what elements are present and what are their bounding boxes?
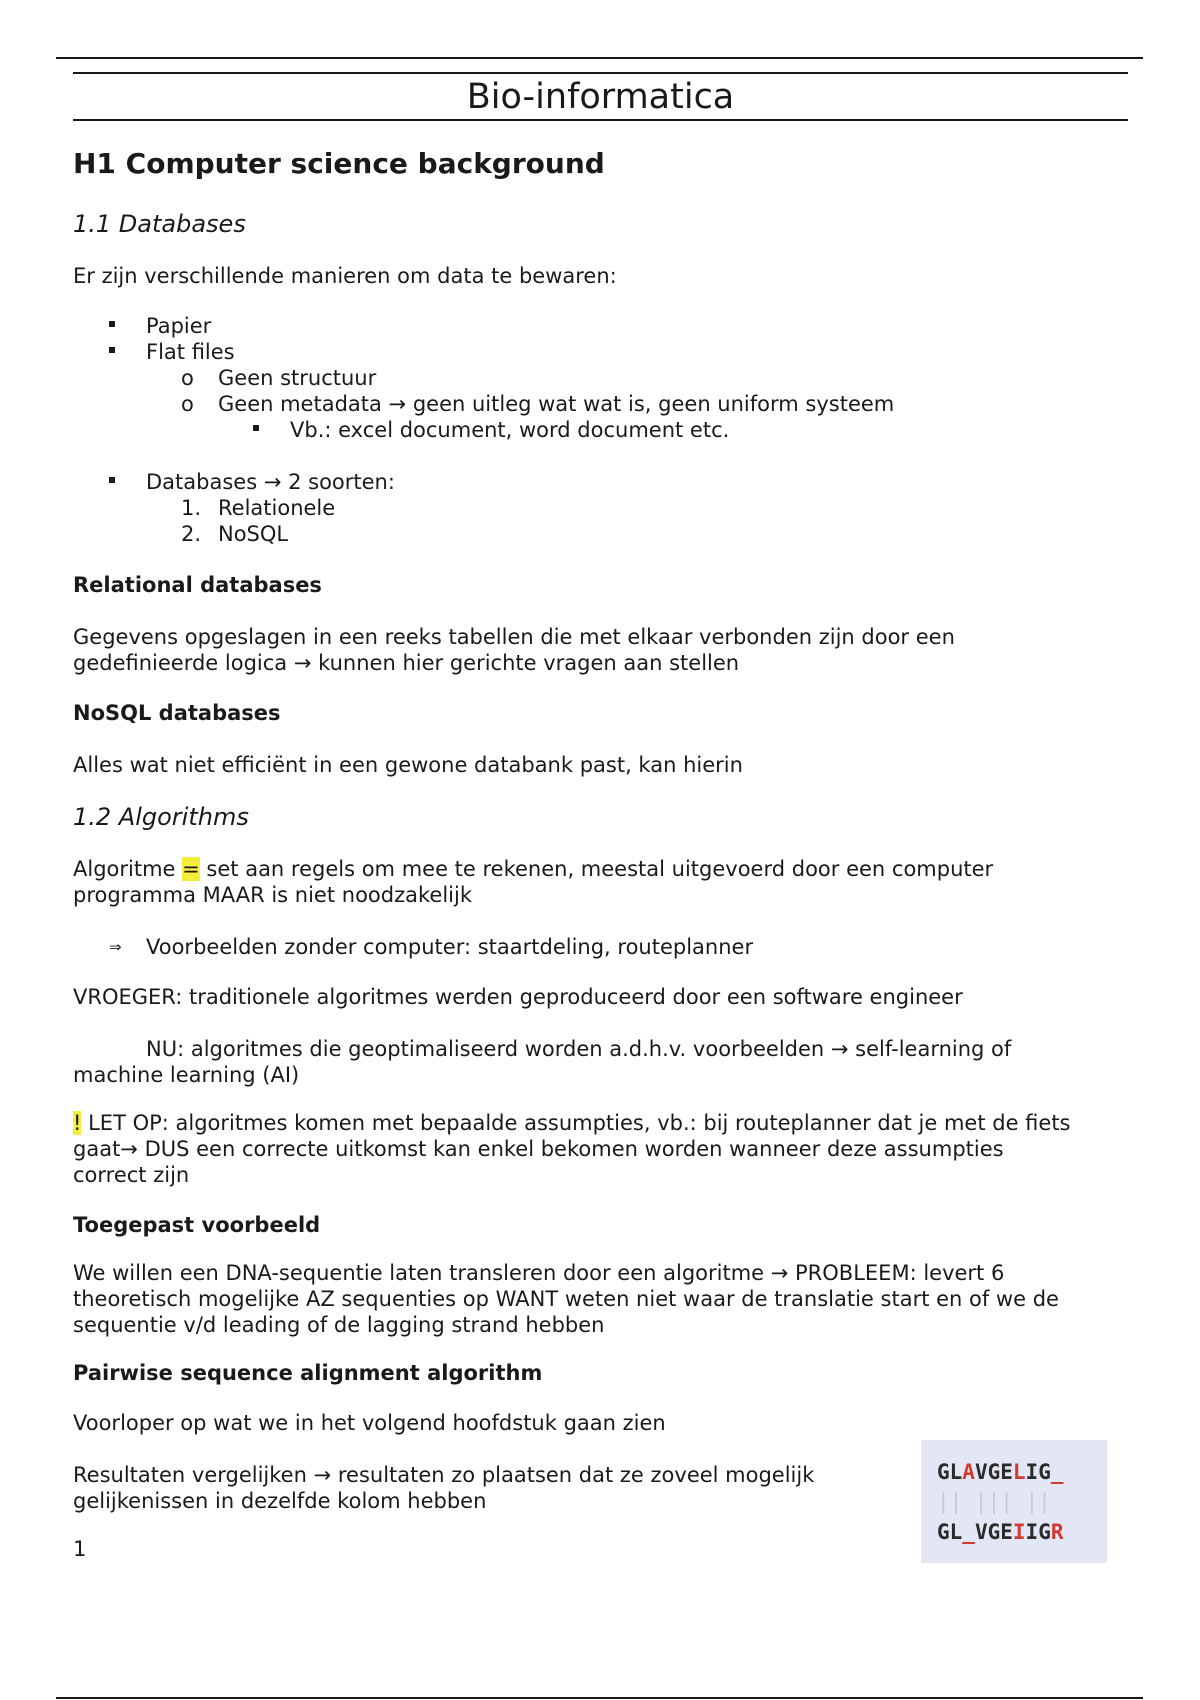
- let-op-text: ! LET OP: algoritmes komen met bepaalde assumpties, vb.: bij routeplanner dat je met de fiets gaat→ DUS een correcte uitkomst kan enkel bekomen worden wanneer deze assumpties correct zijn: [73, 1111, 1071, 1187]
- subheading-toegepast: Toegepast voorbeeld: [73, 1213, 321, 1237]
- circle-bullet-icon: o: [181, 392, 194, 416]
- circle-bullet-icon: o: [181, 366, 194, 390]
- list-item: Papier: [73, 313, 1128, 339]
- subheading-nosql: NoSQL databases: [73, 701, 281, 725]
- pairwise-text: Voorloper op wat we in het volgend hoofdstuk gaan zien: [73, 1411, 666, 1435]
- document-title: Bio-informatica: [73, 72, 1128, 121]
- alignment-row-top: GLAVGELIG_: [937, 1460, 1064, 1484]
- alignment-match-bars: || ||| ||: [937, 1490, 1051, 1514]
- storage-list: [73, 313, 1128, 547]
- document-page: [73, 72, 1128, 1562]
- top-rule: [56, 57, 1143, 59]
- highlighted-equals: =: [182, 857, 200, 881]
- subheading-relational: Relational databases: [73, 573, 322, 597]
- page-number: 1: [73, 1537, 87, 1561]
- double-arrow-icon: ⇒: [109, 938, 122, 956]
- results-text: Resultaten vergelijken → resultaten zo plaatsen dat ze zoveel mogelijk gelijkenissen in dezelfde kolom hebben: [73, 1463, 815, 1513]
- chapter-heading: H1 Computer science background: [73, 147, 605, 180]
- square-bullet-icon: [109, 339, 115, 365]
- list-item: o Geen metadata → geen uitleg wat wat is, geen uniform systeem: [181, 392, 895, 416]
- sequence-alignment-figure: [921, 1440, 1107, 1563]
- nosql-text: Alles wat niet efficiënt in een gewone databank past, kan hierin: [73, 753, 743, 777]
- vroeger-text: VROEGER: traditionele algoritmes werden geproduceerd door een software engineer: [73, 985, 963, 1009]
- square-bullet-icon: [109, 313, 115, 339]
- square-bullet-icon: [253, 417, 259, 443]
- section-heading-algorithms: 1.2 Algorithms: [73, 803, 249, 831]
- highlighted-exclamation: !: [73, 1111, 82, 1135]
- list-item: Vb.: excel document, word document etc.: [73, 417, 1128, 443]
- list-item: 1. Relationele: [181, 496, 336, 520]
- list-item: Flat files: [73, 339, 1128, 365]
- square-bullet-icon: [109, 469, 115, 495]
- section-heading-databases: 1.1 Databases: [73, 210, 246, 238]
- list-item: o Geen structuur: [181, 366, 377, 390]
- bottom-rule: [56, 1697, 1143, 1699]
- alignment-row-bottom: GL_VGEIIGR: [937, 1520, 1064, 1544]
- subheading-pairwise: Pairwise sequence alignment algorithm: [73, 1361, 543, 1385]
- list-item: 2. NoSQL: [181, 522, 289, 546]
- list-item: ⇒ Voorbeelden zonder computer: staartdeling, routeplanner: [109, 935, 754, 959]
- toegepast-text: We willen een DNA-sequentie laten transleren door een algoritme → PROBLEEM: levert 6 theoretisch mogelijke AZ sequenties op WANT weten niet waar de translatie start en of we de sequentie v/d leading of de lagging strand hebben: [73, 1261, 1059, 1337]
- databases-intro: Er zijn verschillende manieren om data te bewaren:: [73, 264, 617, 288]
- algorithm-definition: Algoritme = set aan regels om mee te rekenen, meestal uitgevoerd door een computer programma MAAR is niet noodzakelijk: [73, 857, 994, 907]
- list-item: Databases → 2 soorten:: [73, 469, 1128, 495]
- nu-text: NU: algoritmes die geoptimaliseerd worden a.d.h.v. voorbeelden → self-learning of machine learning (AI): [73, 1037, 1012, 1087]
- relational-text: Gegevens opgeslagen in een reeks tabellen die met elkaar verbonden zijn door een gedefinieerde logica → kunnen hier gerichte vragen aan stellen: [73, 625, 955, 675]
